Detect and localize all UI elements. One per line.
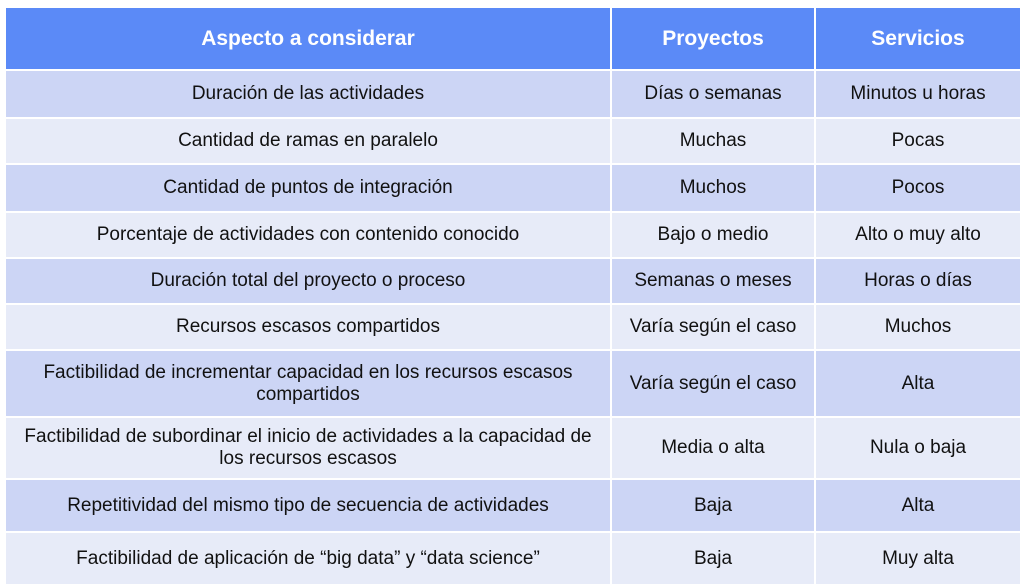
cell-aspecto: Factibilidad de aplicación de “big data” y “data science” [5, 532, 611, 585]
table-header-row [5, 7, 1021, 70]
cell-proyectos: Varía según el caso [611, 350, 815, 417]
header-proyectos: Proyectos [611, 7, 815, 70]
cell-aspecto: Duración total del proyecto o proceso [5, 258, 611, 304]
cell-aspecto: Duración de las actividades [5, 70, 611, 118]
cell-aspecto: Porcentaje de actividades con contenido conocido [5, 212, 611, 258]
table-row [5, 417, 1021, 479]
cell-servicios: Alta [815, 479, 1021, 532]
table-row [5, 304, 1021, 350]
table-row [5, 350, 1021, 417]
cell-proyectos: Baja [611, 479, 815, 532]
comparison-table [4, 6, 1022, 586]
cell-servicios: Minutos u horas [815, 70, 1021, 118]
cell-servicios: Pocos [815, 164, 1021, 212]
cell-servicios: Horas o días [815, 258, 1021, 304]
comparison-table-container [4, 6, 1020, 586]
cell-servicios: Nula o baja [815, 417, 1021, 479]
cell-aspecto: Cantidad de ramas en paralelo [5, 118, 611, 164]
table-row [5, 258, 1021, 304]
cell-proyectos: Días o semanas [611, 70, 815, 118]
header-aspecto: Aspecto a considerar [5, 7, 611, 70]
header-servicios: Servicios [815, 7, 1021, 70]
table-row [5, 70, 1021, 118]
table-row [5, 532, 1021, 585]
cell-proyectos: Baja [611, 532, 815, 585]
cell-servicios: Alto o muy alto [815, 212, 1021, 258]
table-row [5, 164, 1021, 212]
cell-aspecto: Factibilidad de subordinar el inicio de actividades a la capacidad de los recursos escasos [5, 417, 611, 479]
cell-proyectos: Muchos [611, 164, 815, 212]
cell-servicios: Pocas [815, 118, 1021, 164]
table-row [5, 479, 1021, 532]
cell-proyectos: Media o alta [611, 417, 815, 479]
table-row [5, 212, 1021, 258]
cell-proyectos: Muchas [611, 118, 815, 164]
table-row [5, 118, 1021, 164]
cell-aspecto: Recursos escasos compartidos [5, 304, 611, 350]
cell-proyectos: Varía según el caso [611, 304, 815, 350]
cell-servicios: Alta [815, 350, 1021, 417]
cell-aspecto: Cantidad de puntos de integración [5, 164, 611, 212]
cell-aspecto: Repetitividad del mismo tipo de secuencia de actividades [5, 479, 611, 532]
cell-servicios: Muy alta [815, 532, 1021, 585]
cell-proyectos: Semanas o meses [611, 258, 815, 304]
cell-aspecto: Factibilidad de incrementar capacidad en los recursos escasos compartidos [5, 350, 611, 417]
cell-servicios: Muchos [815, 304, 1021, 350]
cell-proyectos: Bajo o medio [611, 212, 815, 258]
